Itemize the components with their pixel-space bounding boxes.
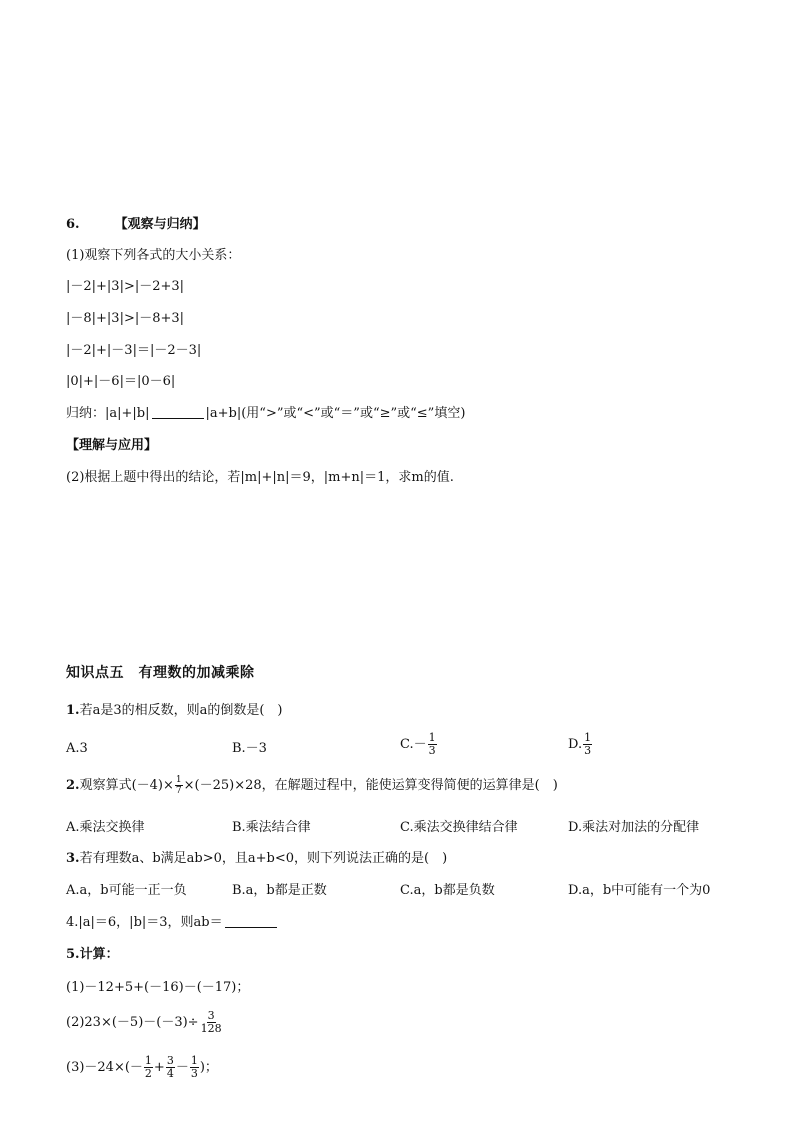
- q1-option-d[interactable]: [568, 732, 593, 757]
- answer-blank[interactable]: [152, 405, 204, 419]
- q2-option-d[interactable]: D.乘法对加法的分配律: [568, 820, 700, 835]
- calculation-1: (1)－12+5+(－16)－(－17)；: [66, 980, 250, 995]
- fraction: [144, 1055, 153, 1080]
- option-prefix: D.: [568, 737, 583, 752]
- expression-line-2: |－8|+|3|>|－8+3|: [66, 311, 185, 326]
- numerator: 3: [166, 1054, 174, 1067]
- question-text: 4.|a|＝6，|b|＝3，则ab＝: [66, 915, 223, 930]
- q3-option-a[interactable]: A.a，b可能一正一负: [66, 883, 187, 898]
- plus-sign: +: [153, 1060, 165, 1075]
- question-6-part1: (1)观察下列各式的大小关系：: [66, 248, 241, 263]
- expression-prefix: (3)－24×(－: [66, 1060, 143, 1075]
- question-6-header: [66, 216, 206, 234]
- section-heading: 知识点五 有理数的加减乘除: [66, 665, 255, 681]
- numerator: 1: [428, 731, 436, 744]
- question-text-suffix: ×(－25)×28，在解题过程中，能使运算变得简便的运算律是( ): [183, 778, 558, 793]
- q3-option-c[interactable]: C.a，b都是负数: [400, 883, 495, 898]
- numerator: 1: [190, 1054, 198, 1067]
- question-6-part2: (2)根据上题中得出的结论，若|m|+|n|＝9，|m+n|＝1，求m的值.: [66, 470, 454, 485]
- expression-line-4: |0|+|－6|＝|0－6|: [66, 374, 176, 389]
- q2-option-c[interactable]: C.乘法交换律结合律: [400, 820, 518, 835]
- denominator: 3: [190, 1067, 198, 1080]
- question-text: 计算：: [79, 947, 119, 962]
- conclusion-line: [66, 405, 465, 423]
- q2-option-a[interactable]: A.乘法交换律: [66, 820, 145, 835]
- q1-option-b[interactable]: B.－3: [232, 741, 267, 756]
- q3-option-b[interactable]: B.a，b都是正数: [232, 883, 327, 898]
- question-number: 2.: [66, 778, 80, 793]
- denominator: 128: [200, 1022, 222, 1035]
- conclusion-prefix: 归纳：|a|+|b|: [66, 406, 150, 421]
- q3-option-d[interactable]: D.a，b中可能有一个为0: [568, 883, 711, 898]
- numerator: 1: [584, 731, 592, 744]
- question-number: 1.: [66, 703, 80, 718]
- numerator: 1: [175, 775, 182, 785]
- fraction: [200, 1010, 223, 1035]
- denominator: 3: [428, 744, 436, 757]
- question-text-prefix: 观察算式(－4)×: [79, 778, 174, 793]
- question-number: 3.: [66, 851, 80, 866]
- fraction: [190, 1055, 199, 1080]
- question-1-stem: [66, 702, 283, 720]
- denominator: 7: [175, 786, 182, 796]
- answer-blank[interactable]: [225, 914, 277, 928]
- question-text: 若a是3的相反数，则a的倒数是( ): [79, 703, 283, 718]
- expression-line-3: |－2|+|－3|＝|－2－3|: [66, 343, 202, 358]
- denominator: 4: [166, 1067, 174, 1080]
- question-number: 6.: [66, 217, 80, 232]
- q1-option-a[interactable]: A.3: [66, 741, 88, 756]
- expression-suffix: )；: [199, 1060, 218, 1075]
- numerator: 1: [144, 1054, 152, 1067]
- question-5-stem: [66, 946, 119, 964]
- question-text: 若有理数a、b满足ab>0，且a+b<0，则下列说法正确的是( ): [79, 851, 448, 866]
- fraction: [175, 775, 183, 796]
- q1-option-c[interactable]: [400, 732, 438, 757]
- question-2-stem: [66, 775, 558, 796]
- conclusion-suffix: |a+b|(用“>”或“<”或“＝”或“≥”或“≤”填空): [205, 406, 466, 421]
- section-label: 【观察与归纳】: [114, 217, 206, 232]
- expression-prefix: (2)23×(－5)－(－3)÷: [66, 1015, 199, 1030]
- calculation-3: [66, 1055, 218, 1080]
- fraction: [166, 1055, 175, 1080]
- fraction: [428, 732, 437, 757]
- apply-title: 【理解与应用】: [66, 438, 158, 453]
- fraction: [583, 732, 592, 757]
- calculation-2: [66, 1010, 224, 1035]
- option-prefix: C.－: [400, 737, 427, 752]
- expression-line-1: |－2|+|3|>|－2+3|: [66, 279, 185, 294]
- minus-sign: －: [175, 1060, 189, 1075]
- q2-option-b[interactable]: B.乘法结合律: [232, 820, 311, 835]
- question-3-stem: [66, 850, 447, 868]
- denominator: 2: [144, 1067, 152, 1080]
- question-number: 5.: [66, 947, 80, 962]
- numerator: 3: [207, 1009, 215, 1022]
- denominator: 3: [584, 744, 592, 757]
- question-4: [66, 914, 279, 932]
